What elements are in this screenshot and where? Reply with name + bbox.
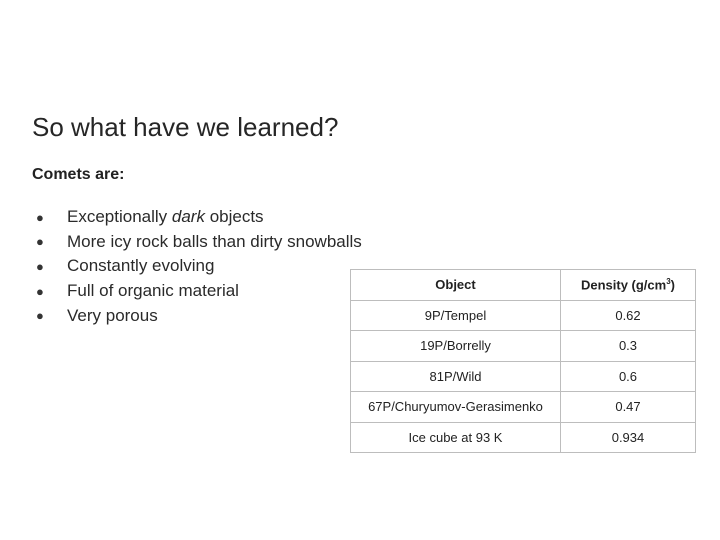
bullet-icon: ● [36, 283, 44, 299]
header-density [561, 270, 696, 301]
density-table [350, 269, 696, 453]
list-item [36, 205, 362, 230]
bullet-text-emphasis: dark [171, 207, 205, 227]
list-item [36, 279, 362, 304]
list-item [36, 254, 362, 279]
cell-object: Ice cube at 93 K [351, 422, 561, 453]
table-row [351, 422, 696, 453]
cell-object: 81P/Wild [351, 361, 561, 392]
header-density-prefix: Density (g/cm [580, 277, 667, 293]
bullet-text: More icy rock balls than dirty snowballs [67, 231, 362, 251]
header-density-sup: 3 [666, 277, 671, 287]
bullet-icon: ● [36, 308, 44, 324]
cell-density: 0.47 [561, 392, 696, 423]
header-object: Object [351, 270, 561, 301]
table-header-row [351, 270, 696, 301]
bullet-text: Very porous [67, 305, 158, 325]
cell-object: 19P/Borrelly [351, 331, 561, 362]
subheading: Comets are: [32, 166, 125, 183]
bullet-text: Full of organic material [67, 281, 239, 301]
bullet-icon: ● [36, 209, 44, 225]
bullet-text: Constantly evolving [67, 256, 215, 276]
cell-density: 0.3 [561, 331, 696, 362]
cell-density: 0.6 [561, 361, 696, 392]
table-row [351, 361, 696, 392]
bullet-text-after: objects [204, 207, 264, 227]
table-row [351, 331, 696, 362]
cell-density: 0.934 [561, 422, 696, 453]
bullet-list [36, 205, 362, 328]
list-item [36, 230, 362, 255]
bullet-icon: ● [36, 258, 44, 274]
table-row [351, 392, 696, 423]
bullet-text-before: Exceptionally [67, 207, 172, 227]
bullet-icon: ● [36, 234, 44, 250]
cell-object: 67P/Churyumov-Gerasimenko [351, 392, 561, 423]
table-row [351, 300, 696, 331]
cell-density: 0.62 [561, 300, 696, 331]
cell-object: 9P/Tempel [351, 300, 561, 331]
slide-title: So what have we learned? [32, 112, 339, 142]
bullet-text [67, 207, 264, 227]
list-item [36, 303, 362, 328]
header-density-suffix: ) [670, 277, 676, 293]
